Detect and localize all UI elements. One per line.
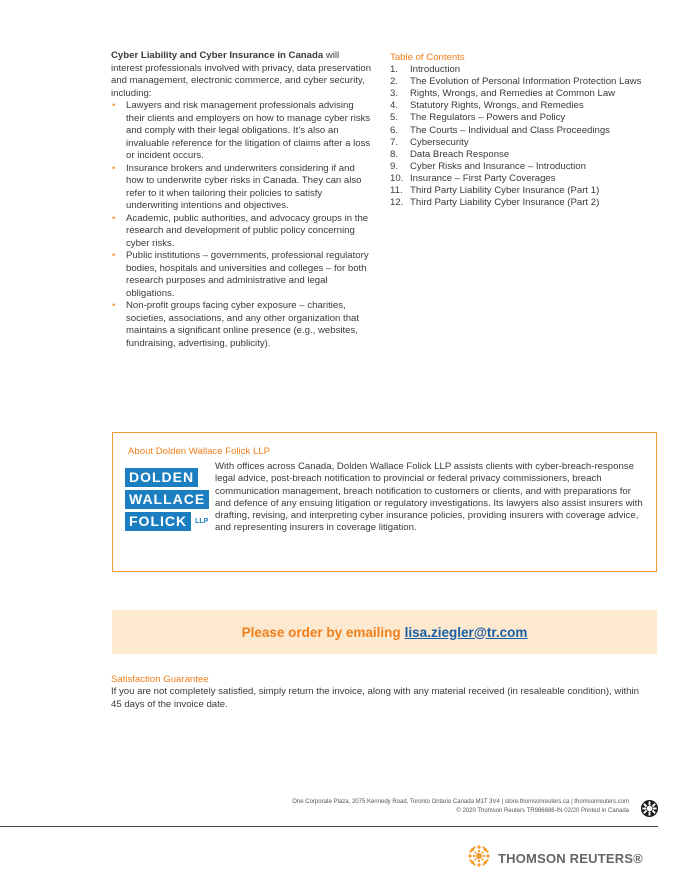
toc-text: Rights, Wrongs, and Remedies at Common Law <box>410 88 616 100</box>
audience-list <box>111 100 373 350</box>
toc-item <box>390 76 658 88</box>
bullet-icon: • <box>112 250 116 261</box>
list-item <box>111 213 373 251</box>
order-banner <box>112 610 657 654</box>
toc-text: Statutory Rights, Wrongs, and Remedies <box>410 100 584 112</box>
toc-item <box>390 149 658 161</box>
toc-text: Data Breach Response <box>410 148 510 160</box>
order-email-link[interactable]: lisa.ziegler@tr.com <box>404 624 528 640</box>
bullet-icon: • <box>112 162 116 174</box>
guarantee-text: If you are not completely satisfied, simply return the invoice, along with any material received (in resaleable condition), within 45 days of the invoice date. <box>111 686 639 710</box>
toc-text: The Courts – Individual and Class Proceedings <box>410 124 610 136</box>
toc-text: The Regulators – Powers and Policy <box>410 112 566 124</box>
thomson-reuters-name: THOMSON REUTERS® <box>498 851 643 866</box>
footer-line-address: One Corporate Plaza, 2075 Kennedy Road, Toronto Ontario Canada M1T 3V4 | store.thomsonreuters.ca | thomsonreuters.com <box>292 799 629 805</box>
toc-item <box>390 88 658 100</box>
list-item-text: Insurance brokers and underwriters considering if and how to underwrite cyber risks in Canada. They can also refer to it when tailoring their policies to satisfy underwriting intentions and objectives. <box>126 162 362 211</box>
toc-item <box>390 100 658 112</box>
footer-divider <box>0 826 658 827</box>
dolden-wallace-folick-logo <box>125 468 221 534</box>
toc-title: Table of Contents <box>390 52 465 63</box>
intro-text: will interest professionals involved with privacy, data preservation and management, electronic commerce, and cyber security, including: <box>111 50 372 99</box>
toc-item <box>390 173 658 185</box>
list-item-text: Lawyers and risk management professionals advising their clients and employers on how to manage cyber risks and comply with their legal obligations. It’s also an invaluable reference for the litigation of claims after a loss or incident occurs. <box>126 100 371 161</box>
toc-text: Insurance – First Party Coverages <box>410 172 556 184</box>
toc-number: 8. <box>390 148 399 160</box>
list-item-text: Non-profit groups facing cyber exposure – charities, societies, associations, and any other organization that maintains a significant online presence (e.g., websites, fundraising, advertising, publicity). <box>126 300 360 349</box>
intro-column <box>111 50 373 350</box>
footer-line-copyright: © 2020 Thomson Reuters TR986686-IN 02/20 Printed in Canada <box>456 808 629 814</box>
toc-number: 4. <box>390 100 399 112</box>
logo-word-folick: FOLICK <box>125 512 191 531</box>
about-title: About Dolden Wallace Folick LLP <box>128 446 271 457</box>
toc-list <box>390 64 658 209</box>
satisfaction-guarantee <box>111 674 651 711</box>
toc-text: The Evolution of Personal Information Protection Laws <box>410 76 642 88</box>
list-item-text: Public institutions – governments, professional regulatory bodies, hospitals and universities and colleges – for both research purposes and administrative and legal obligations. <box>126 250 369 299</box>
toc-number: 9. <box>390 160 399 172</box>
bullet-icon: • <box>112 300 116 311</box>
logo-llp: LLP <box>195 518 209 525</box>
toc-number: 5. <box>390 112 399 124</box>
toc-item <box>390 112 658 124</box>
toc-number: 7. <box>390 136 399 148</box>
logo-word-wallace: WALLACE <box>125 490 209 509</box>
list-item <box>111 163 373 213</box>
toc-text: Cybersecurity <box>410 136 469 148</box>
order-text: Please order by emailing <box>241 624 401 640</box>
toc-item <box>390 185 658 197</box>
thomson-reuters-starburst-icon <box>465 842 493 875</box>
list-item <box>111 300 373 350</box>
list-item <box>111 250 373 300</box>
toc-item <box>390 197 658 209</box>
bullet-icon: • <box>112 212 116 224</box>
book-title: Cyber Liability and Cyber Insurance in Canada <box>111 50 324 61</box>
toc-text: Cyber Risks and Insurance – Introduction <box>410 160 586 172</box>
toc-item <box>390 125 658 137</box>
table-of-contents <box>390 52 658 209</box>
toc-number: 11. <box>390 185 403 197</box>
about-description: With offices across Canada, Dolden Wallace Folick LLP assists clients with cyber-breach-response legal advice, post-breach notification to provincial or federal privacy commissioners, breach communication management, breach notification to customers or clients, and with preparations for and defence of any ensuing litigation or regulatory investigations. Its lawyers also assist insurers with drafting, revising, and interpreting cyber insurance policies, providing insurers with coverage advice, and representing insurers in coverage litigation. <box>215 461 643 534</box>
toc-number: 12. <box>390 197 404 209</box>
toc-item <box>390 137 658 149</box>
list-item-text: Academic, public authorities, and advocacy groups in the research and development of public policy concerning cyber risks. <box>126 212 369 249</box>
thomson-reuters-logo <box>465 842 643 875</box>
bullet-icon: • <box>112 100 116 111</box>
toc-text: Introduction <box>410 64 461 76</box>
toc-item <box>390 161 658 173</box>
toc-number: 2. <box>390 76 399 88</box>
toc-number: 3. <box>390 88 399 100</box>
about-firm-box <box>112 432 657 572</box>
list-item <box>111 100 373 163</box>
intro-paragraph <box>111 50 373 100</box>
toc-text: Third Party Liability Cyber Insurance (Part 1) <box>410 185 600 197</box>
toc-number: 1. <box>390 64 399 76</box>
footer-address <box>292 798 629 816</box>
toc-item <box>390 64 658 76</box>
guarantee-title: Satisfaction Guarantee <box>111 674 209 685</box>
toc-number: 10. <box>390 172 404 184</box>
toc-number: 6. <box>390 124 399 136</box>
recycle-icon <box>640 799 659 823</box>
logo-word-dolden: DOLDEN <box>125 468 198 487</box>
toc-text: Third Party Liability Cyber Insurance (Part 2) <box>410 197 600 209</box>
